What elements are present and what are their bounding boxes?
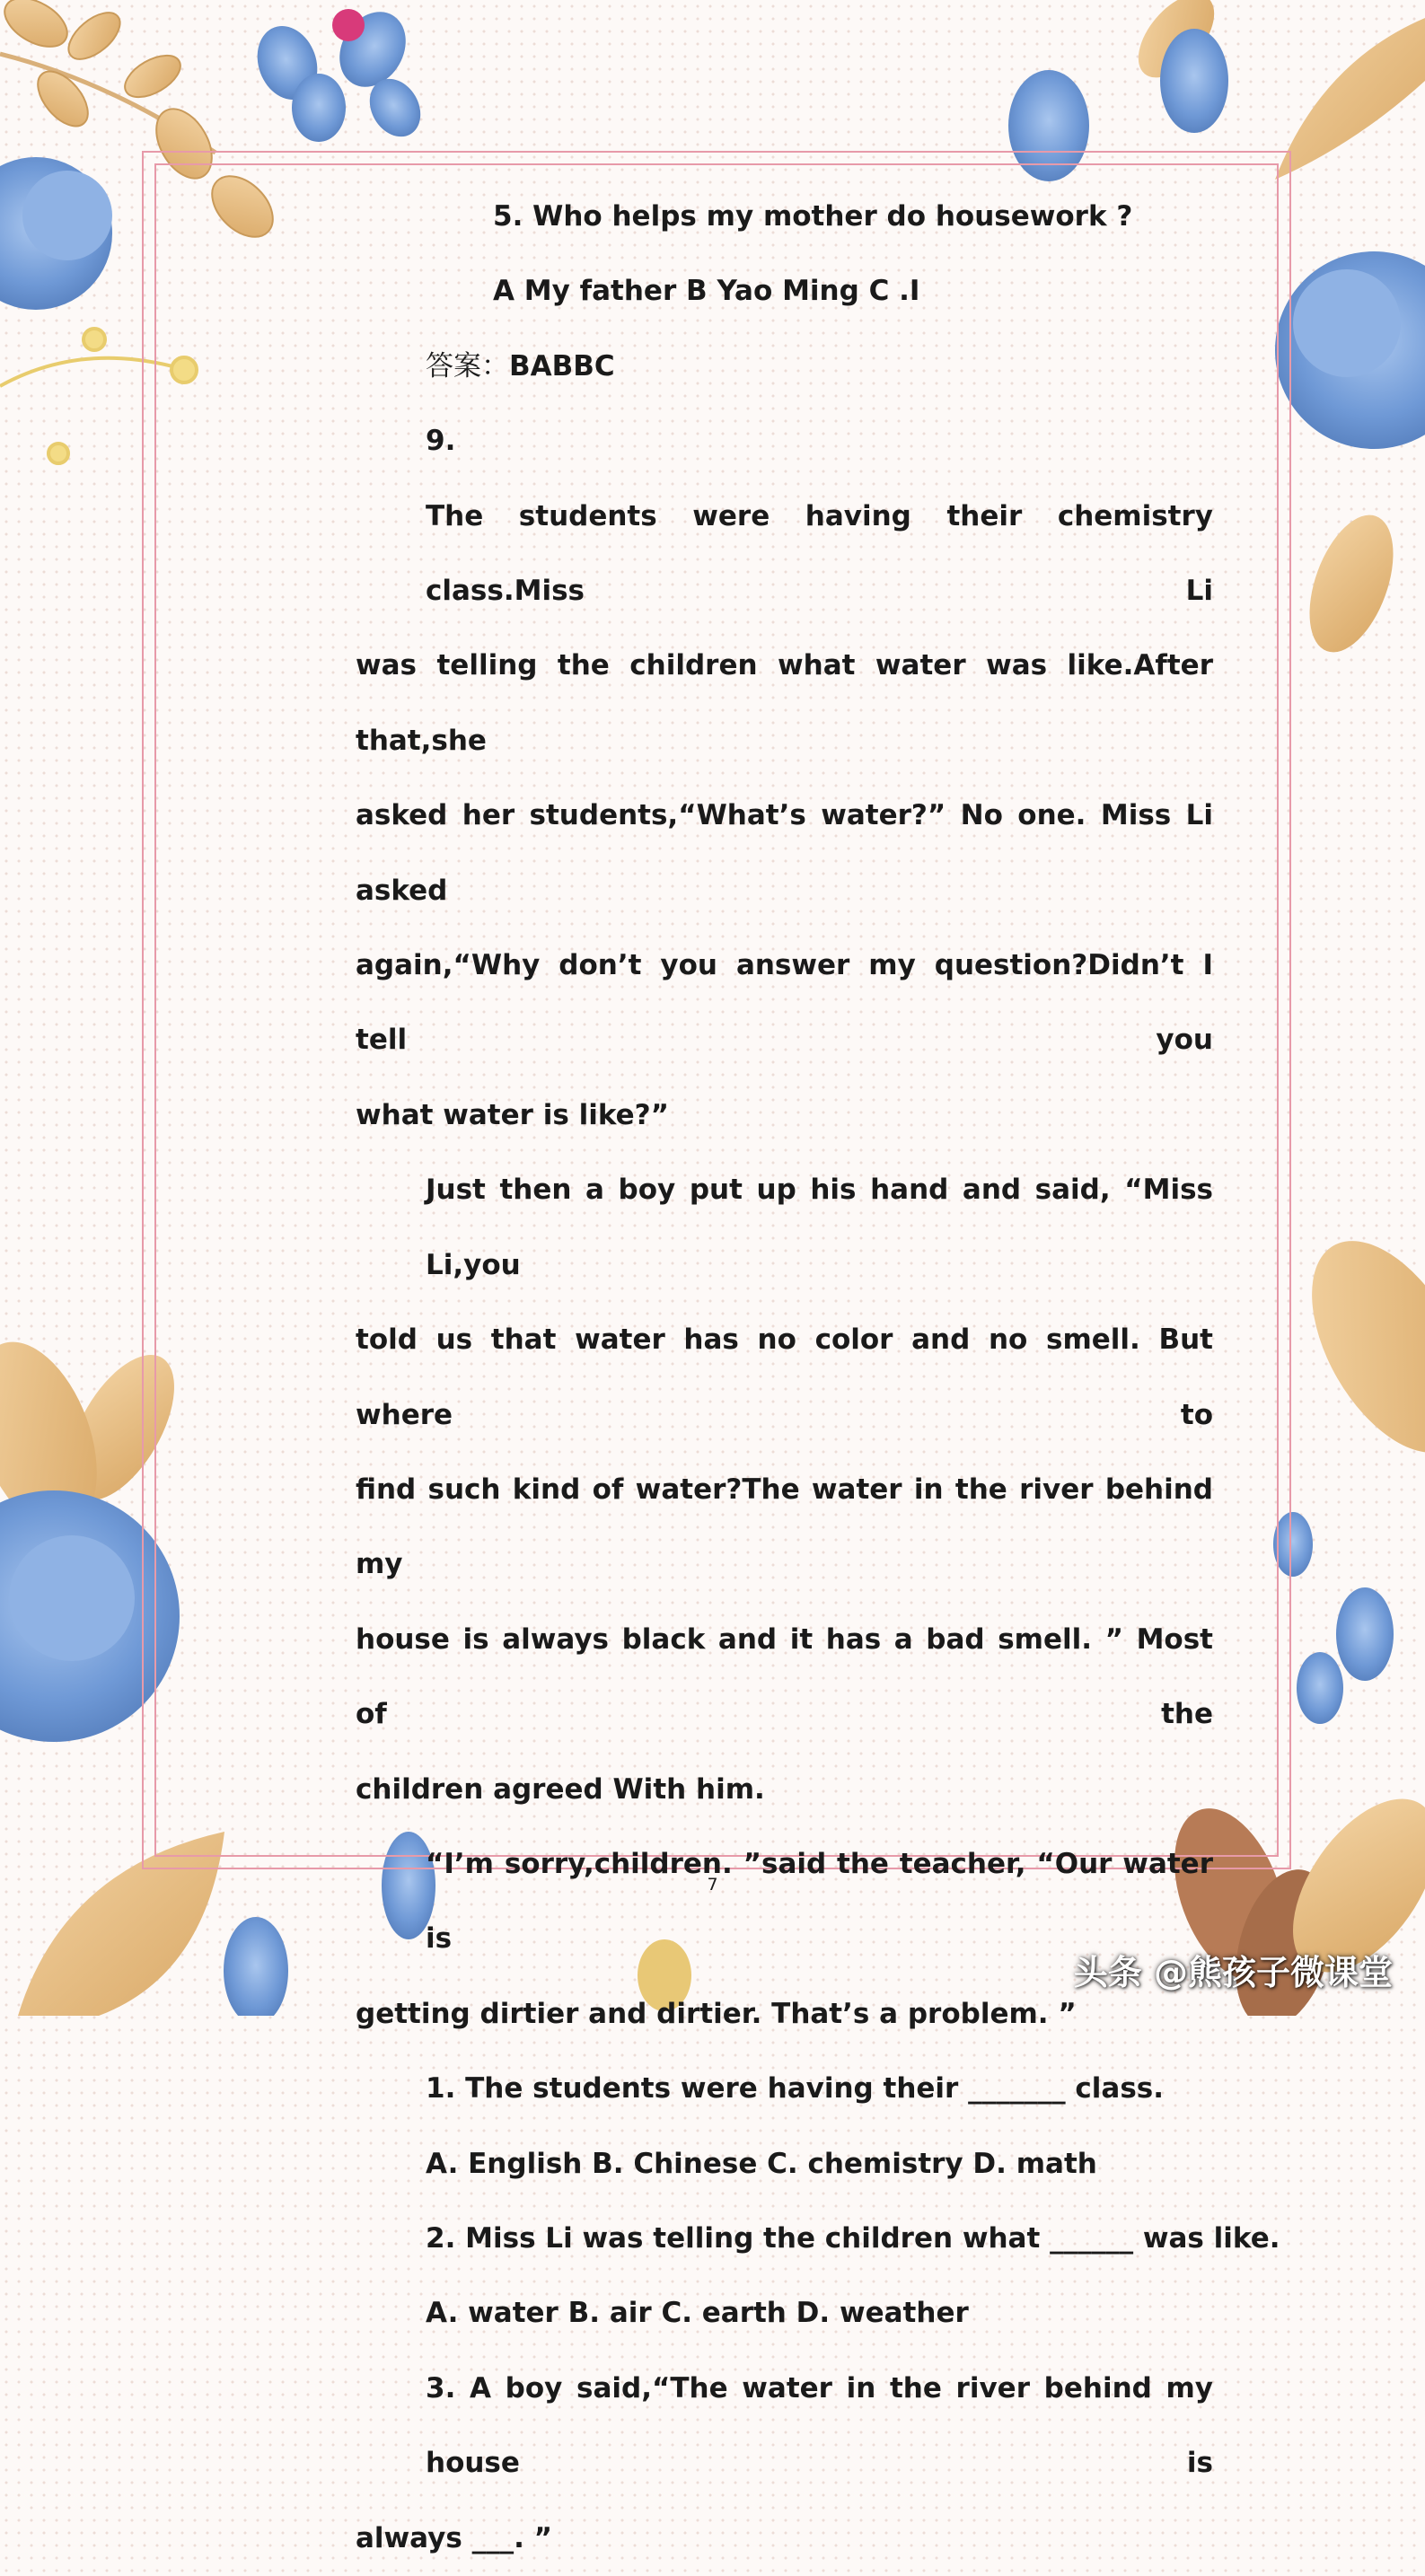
passage-line: Just then a boy put up his hand and said, “Miss Li,you: [426, 1174, 1213, 1281]
passage-line: what water is like?”: [356, 1098, 670, 1131]
passage-line: getting dirtier and dirtier. That’s a problem. ”: [356, 1997, 1077, 2030]
question-item: 3. A boy said,“The water in the river behind my house is: [426, 2371, 1213, 2480]
passage-line: children agreed With him.: [356, 1772, 765, 1806]
passage-line: told us that water has no color and no smell. But where to: [356, 1323, 1213, 1431]
passage-line: The students were having their chemistry class.Miss Li: [426, 499, 1213, 608]
question-options: A. English B. Chinese C. chemistry D. math: [426, 2147, 1097, 2180]
passage-line: “I’m sorry,children. ”said the teacher, “Our water is: [426, 1847, 1213, 1956]
answer-line: [356, 330, 1213, 404]
answer-label: 答案：: [426, 349, 509, 382]
blue-rose-right: [1275, 251, 1425, 449]
page-number: 7: [707, 1875, 718, 1895]
answer-value: BABBC: [509, 349, 615, 382]
watermark: 头条 @熊孩子微课堂: [1073, 1953, 1393, 1992]
passage-line: was telling the children what water was like.After that,she: [356, 649, 1213, 757]
blue-buds-right-lower: [1273, 1512, 1394, 1724]
blue-flower-top-left: [248, 0, 431, 145]
question-options: A. water B. air C. earth D. weather: [426, 2297, 969, 2330]
question-item: 1. The students were having their _______ class.: [426, 2072, 1165, 2106]
question-item: 2. Miss Li was telling the children what ______ was like.: [426, 2221, 1280, 2255]
question-5: 5. Who helps my mother do housework ?: [493, 200, 1133, 233]
passage-line: again,“Why don’t you answer my question?Didn’t I tell you: [356, 949, 1213, 1057]
blue-rose-left: [0, 157, 112, 310]
question-5-options: A My father B Yao Ming C .I: [493, 275, 920, 308]
passage-line: asked her students,“What’s water?” No one. Miss Li asked: [356, 799, 1213, 907]
question-item-continued: always ___. ”: [356, 2521, 553, 2554]
passage-line: house is always black and it has a bad smell. ” Most of the: [356, 1622, 1213, 1731]
gold-leaf-right: [1279, 504, 1425, 1479]
passage-line: find such kind of water?The water in the river behind my: [356, 1473, 1213, 1581]
section-number: 9.: [426, 425, 456, 458]
